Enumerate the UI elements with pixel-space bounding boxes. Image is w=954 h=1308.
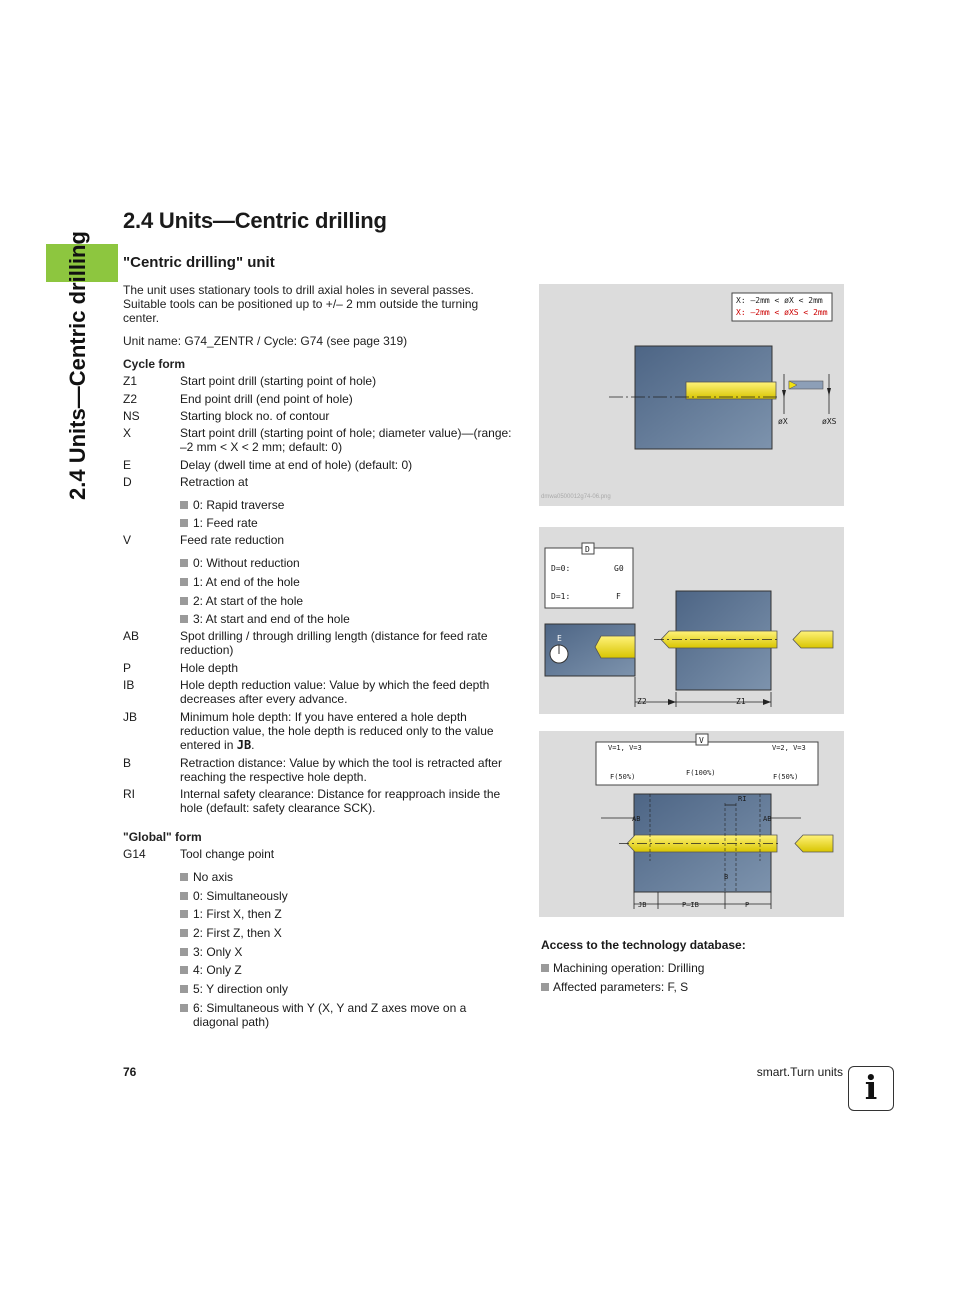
list-item-text: 3: At start and end of the hole (193, 612, 350, 626)
right-title: V=2, V=3 (772, 744, 806, 752)
legend-xs: X: –2mm < øXS < 2mm (736, 308, 828, 317)
drill-bit (686, 382, 776, 399)
section-heading: "Centric drilling" unit (123, 254, 275, 271)
param-key: P (123, 661, 132, 675)
param-desc: Hole depth reduction value: Value by which the feed depth decreases after every advance. (180, 678, 490, 706)
list-item-text: 2: First Z, then X (193, 926, 282, 940)
param-key: JB (123, 710, 138, 724)
bullet-square (180, 578, 188, 586)
param-key: B (123, 756, 132, 770)
d0-code: G0 (614, 564, 624, 573)
label-x: øX (778, 417, 788, 426)
d0-label: D=0: (551, 564, 571, 573)
d1-code: F (616, 592, 621, 601)
bullet-square (180, 948, 188, 956)
list-item-text: No axis (193, 870, 234, 884)
param-desc: Feed rate reduction (180, 533, 285, 547)
param-key: X (123, 426, 132, 440)
global-form-heading: "Global" form (123, 830, 202, 844)
figure-1-drawing (539, 284, 844, 506)
page-number: 76 (123, 1065, 137, 1079)
param-key: D (123, 475, 132, 489)
bullet-square (180, 1004, 188, 1012)
cycle-form-heading: Cycle form (123, 357, 186, 371)
bullet-square (180, 559, 188, 567)
unit-name-line: Unit name: G74_ZENTR / Cycle: G74 (see page 319) (123, 334, 408, 348)
bullet-square (180, 985, 188, 993)
list-item-text: 4: Only Z (193, 963, 242, 977)
tech-db-heading: Access to the technology database: (541, 938, 746, 952)
param-desc: Tool change point (180, 847, 275, 861)
param-key: G14 (123, 847, 146, 861)
param-key: NS (123, 409, 140, 423)
label-p: P (745, 901, 750, 909)
param-desc: Starting block no. of contour (180, 409, 330, 423)
param-key: IB (123, 678, 135, 692)
info-icon (848, 1066, 894, 1111)
list-item-text: 1: First X, then Z (193, 907, 282, 921)
figure-feed-reduction (539, 731, 844, 917)
param-key: Z1 (123, 374, 138, 388)
list-item-text: 6: Simultaneous with Y (X, Y and Z axes move on a diagonal path) (193, 1001, 467, 1029)
bullet-square (180, 501, 188, 509)
right-feed: F(50%) (773, 773, 799, 781)
bullet-square (180, 892, 188, 900)
side-chapter-title: 2.4 Units—Centric drilling (65, 231, 90, 500)
list-item-text: 0: Simultaneously (193, 889, 288, 903)
param-code: JB (236, 738, 252, 752)
bullet-square (541, 983, 549, 991)
bullet-square (180, 519, 188, 527)
figure-3-drawing (539, 731, 844, 917)
figure-2-drawing (539, 527, 844, 714)
tag-d: D (585, 545, 590, 554)
bullet-square (180, 910, 188, 918)
param-desc: Hole depth (180, 661, 239, 675)
legend-x: X: –2mm < øX < 2mm (736, 296, 823, 305)
list-item-text: 1: At end of the hole (193, 575, 300, 589)
param-key: RI (123, 787, 135, 801)
d1-label: D=1: (551, 592, 571, 601)
left-feed: F(50%) (610, 773, 636, 781)
list-item-text: Affected parameters: F, S (553, 980, 689, 994)
list-item-text: 5: Y direction only (193, 982, 288, 996)
list-item-text: Machining operation: Drilling (553, 961, 705, 975)
param-key: E (123, 458, 132, 472)
label-xs: øXS (822, 417, 837, 426)
param-key: AB (123, 629, 140, 643)
list-item-text: 0: Without reduction (193, 556, 300, 570)
list-item-text: 0: Rapid traverse (193, 498, 285, 512)
param-desc (180, 710, 515, 752)
label-ab-right: AB (763, 815, 772, 823)
figure-filename: dmwa0500012g74-06.png (541, 494, 611, 500)
label-z2: Z2 (637, 697, 647, 706)
bullet-square (541, 964, 549, 972)
bullet-square (180, 597, 188, 605)
left-title: V=1, V=3 (608, 744, 642, 752)
param-desc: Retraction at (180, 475, 249, 489)
page-title: 2.4 Units—Centric drilling (123, 208, 387, 233)
label-z1: Z1 (736, 697, 746, 706)
param-desc: Retraction distance: Value by which the tool is retracted after reaching the respective hole depth. (180, 756, 502, 784)
param-desc: Start point drill (starting point of hole; diameter value)—(range: –2 mm < X < 2 mm; default: 0) (180, 426, 512, 454)
param-key: V (123, 533, 132, 547)
param-key: Z2 (123, 392, 138, 406)
list-item-text: 3: Only X (193, 945, 243, 959)
label-jb: JB (638, 901, 647, 909)
param-desc-text: Minimum hole depth: If you have entered a hole depth reduction value, the hole depth is reduced only to the value entered in (180, 710, 494, 752)
mid-feed: F(100%) (686, 769, 716, 777)
figure-drilling-position (539, 284, 844, 506)
label-b: B (724, 873, 729, 881)
param-desc: Spot drilling / through drilling length (distance for feed rate reduction) (180, 629, 488, 657)
list-item-text: 1: Feed rate (193, 516, 258, 530)
intro-paragraph: The unit uses stationary tools to drill axial holes in several passes. Suitable tools can be positioned up to +/– 2 mm outside the turning center. (123, 283, 479, 325)
bullet-square (180, 929, 188, 937)
label-e: E (557, 634, 562, 643)
param-desc: Start point drill (starting point of hole) (180, 374, 377, 388)
label-ab-left: AB (632, 815, 641, 823)
tag-v: V (699, 736, 704, 745)
bullet-square (180, 966, 188, 974)
param-desc: Delay (dwell time at end of hole) (default: 0) (180, 458, 413, 472)
param-desc-text: . (251, 738, 255, 752)
label-p-ib: P–IB (682, 901, 699, 909)
param-desc: Internal safety clearance: Distance for reapproach inside the hole (default: safety clearance SCK). (180, 787, 501, 815)
bullet-square (180, 873, 188, 881)
list-item-text: 2: At start of the hole (193, 594, 304, 608)
figure-retraction (539, 527, 844, 714)
info-glyph: i (864, 1068, 878, 1107)
label-ri: RI (738, 795, 747, 803)
bullet-square (180, 615, 188, 623)
footer-section-title: smart.Turn units (756, 1065, 843, 1079)
param-desc: End point drill (end point of hole) (180, 392, 353, 406)
